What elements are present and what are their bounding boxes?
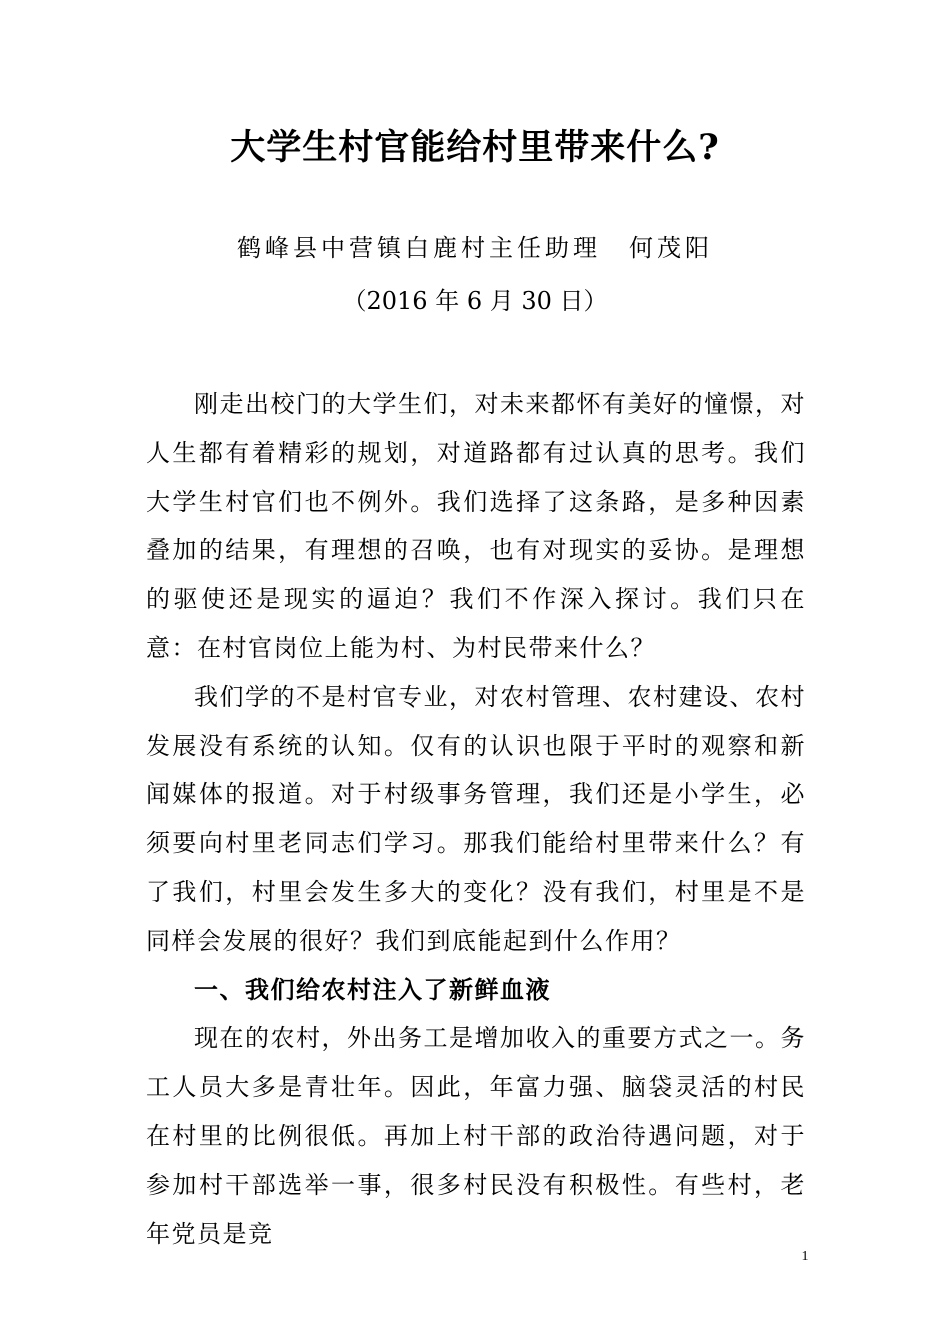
section-paragraph: 现在的农村，外出务工是增加收入的重要方式之一。务工人员大多是青壮年。因此，年富力强、脑袋灵活的村民在村里的比例很低。再加上村干部的政治待遇问题，对于参加村干部选举一事，很多村民没有积极性。有些村，老年党员是竞 xyxy=(146,1024,806,1248)
document-title: 大学生村官能给村里带来什么? xyxy=(230,127,720,168)
date-line: （2016 年 6 月 30 日） xyxy=(342,287,608,315)
paragraph-intro: 刚走出校门的大学生们，对未来都怀有美好的憧憬，对人生都有着精彩的规划，对道路都有过认真的思考。我们大学生村官们也不例外。我们选择了这条路，是多种因素叠加的结果，有理想的召唤，也有对现实的妥协。是理想的驱使还是现实的逼迫？我们不作深入探讨。我们只在意：在村官岗位上能为村、为村民带来什么？ xyxy=(146,390,806,662)
body-text xyxy=(146,380,806,1258)
page-number: 1 xyxy=(801,1249,809,1264)
paragraph-question: 我们学的不是村官专业，对农村管理、农村建设、农村发展没有系统的认知。仅有的认识也限于平时的观察和新闻媒体的报道。对于村级事务管理，我们还是小学生，必须要向村里老同志们学习。那我们能给村里带来什么？有了我们，村里会发生多大的变化？没有我们，村里是不是同样会发展的很好？我们到底能起到什么作用？ xyxy=(146,682,806,955)
author-line: 鹤峰县中营镇白鹿村主任助理 何茂阳 xyxy=(237,234,713,262)
section-heading: 一、我们给农村注入了新鲜血液 xyxy=(194,975,551,1004)
